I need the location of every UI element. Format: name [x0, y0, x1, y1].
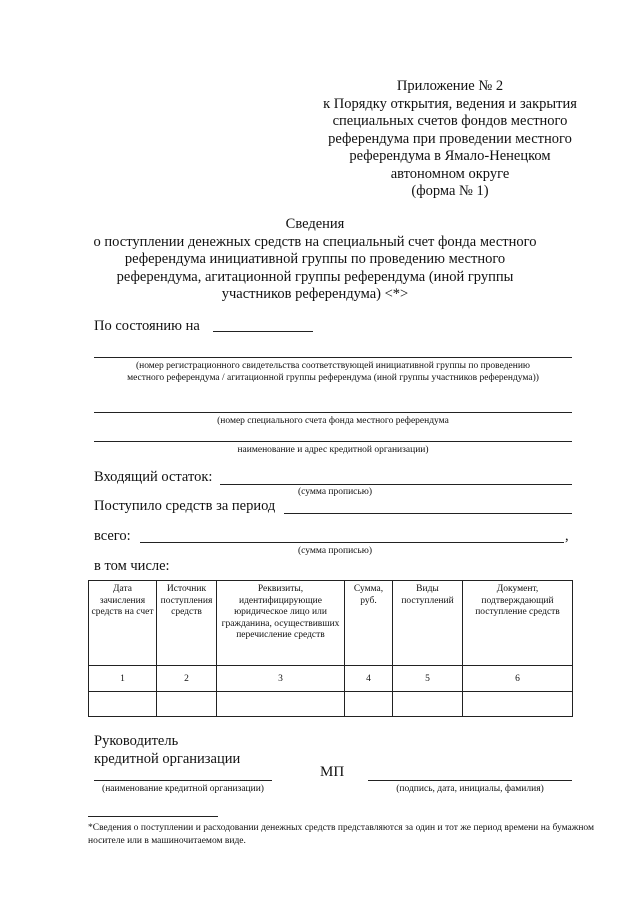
total-label: всего:	[94, 528, 131, 544]
received-period-field[interactable]	[284, 513, 572, 514]
column-number: 1	[89, 666, 157, 692]
registration-number-field[interactable]	[94, 357, 572, 358]
column-header: Дата зачисления средств на счет	[89, 581, 157, 666]
column-number: 5	[393, 666, 463, 692]
table-cell[interactable]	[157, 692, 217, 717]
column-header: Документ, подтверждающий поступление средств	[463, 581, 573, 666]
appendix-line: автономном округе	[390, 165, 510, 182]
signature-field[interactable]	[368, 780, 572, 781]
document-title	[80, 216, 550, 304]
footnote-divider	[88, 816, 218, 817]
appendix-line: референдума в Ямало-Ненецком	[349, 148, 551, 164]
head-label	[94, 732, 240, 768]
title-line: референдума, агитационной группы референдума (иной группы	[116, 268, 514, 285]
head-label-line: Руководитель	[94, 733, 179, 749]
org-name-field[interactable]	[94, 780, 272, 781]
appendix-line: к Порядку открытия, ведения и закрытия	[323, 95, 577, 112]
form-number: (форма № 1)	[411, 183, 489, 199]
table-row	[89, 692, 573, 717]
title-line: референдума инициативной группы по проведению местного	[124, 251, 506, 267]
status-date-label: По состоянию на	[94, 318, 200, 334]
title-line: участников референдума) <*>	[221, 286, 409, 302]
appendix-line: референдума при проведении местного	[328, 130, 572, 147]
appendix-line: Приложение № 2	[396, 78, 504, 94]
column-number: 6	[463, 666, 573, 692]
title-line: Сведения	[285, 216, 345, 232]
table-header-row	[89, 581, 573, 666]
column-header: Источник поступления средств	[157, 581, 217, 666]
appendix-line: специальных счетов фондов местного	[332, 113, 568, 129]
column-header: Реквизиты, идентифицирующие юридическое лицо или гражданина, осуществивших перечисление средств	[217, 581, 345, 666]
appendix-header	[300, 78, 600, 201]
total-comma: ,	[565, 528, 569, 544]
amount-words-caption: (сумма прописью)	[298, 546, 372, 556]
signature-caption: (подпись, дата, инициалы, фамилия)	[396, 784, 544, 794]
bank-caption: наименование и адрес кредитной организации)	[237, 445, 429, 455]
registration-caption	[88, 360, 578, 384]
received-label: Поступило средств за период	[94, 498, 276, 514]
column-number: 3	[217, 666, 345, 692]
amount-words-caption: (сумма прописью)	[298, 487, 372, 497]
including-label: в том числе:	[94, 558, 170, 574]
head-label-line: кредитной организации	[94, 751, 241, 767]
account-caption: (номер специального счета фонда местного референдума	[217, 416, 449, 426]
table-cell[interactable]	[89, 692, 157, 717]
column-number: 2	[157, 666, 217, 692]
table-cell[interactable]	[217, 692, 345, 717]
column-number: 4	[345, 666, 393, 692]
title-line: о поступлении денежных средств на специальный счет фонда местного	[93, 233, 537, 250]
total-field[interactable]	[140, 542, 564, 543]
column-header: Виды поступлений	[393, 581, 463, 666]
stamp-label: МП	[320, 764, 345, 780]
table-number-row	[89, 666, 573, 692]
bank-name-field[interactable]	[94, 441, 572, 442]
table-cell[interactable]	[345, 692, 393, 717]
footnote: *Сведения о поступлении и расходовании денежных средств представляются за один и тот же период времени на бумажном носителе или в машиночитаемом виде.	[88, 823, 594, 846]
status-date-field[interactable]	[213, 331, 313, 332]
table-cell[interactable]	[393, 692, 463, 717]
incoming-balance-label: Входящий остаток:	[94, 469, 213, 485]
incoming-balance-field[interactable]	[220, 484, 572, 485]
registration-caption-line: местного референдума / агитационной группы референдума (иной группы участников референдума))	[127, 373, 539, 383]
column-header: Сумма, руб.	[345, 581, 393, 666]
org-name-caption: (наименование кредитной организации)	[102, 784, 264, 794]
account-number-field[interactable]	[94, 412, 572, 413]
table-cell[interactable]	[463, 692, 573, 717]
registration-caption-line: (номер регистрационного свидетельства соответствующей инициативной группы по проведению	[135, 361, 531, 371]
receipts-table	[88, 580, 573, 717]
